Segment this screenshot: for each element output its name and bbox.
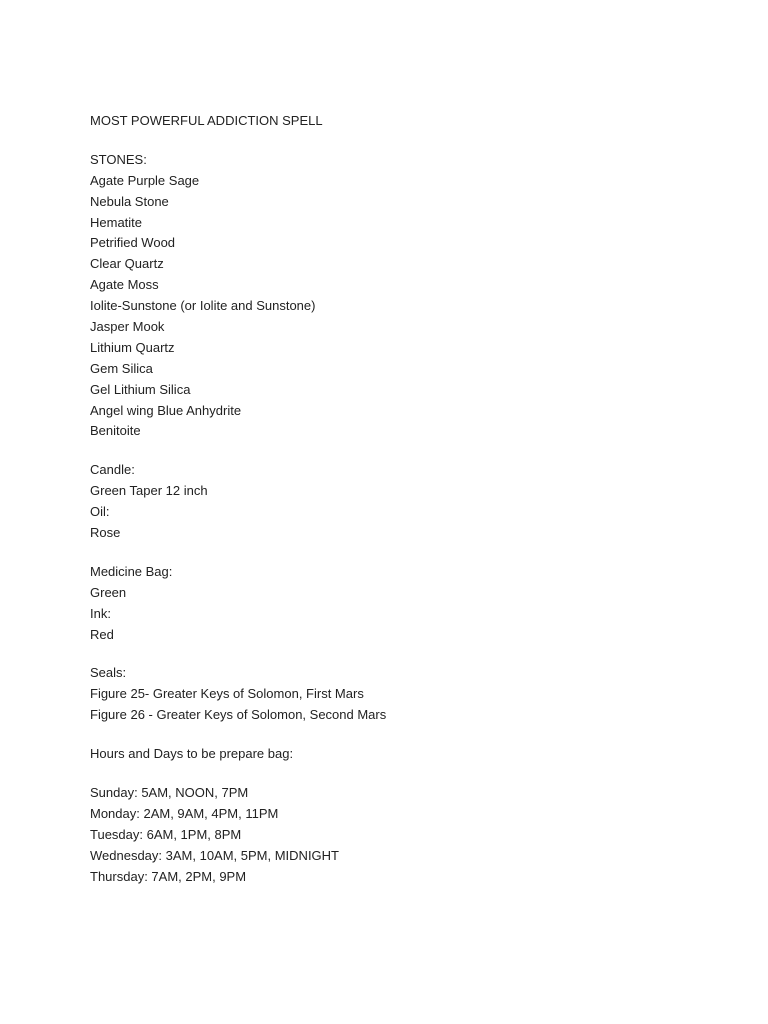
oil-value: Rose	[90, 525, 121, 541]
document-title: MOST POWERFUL ADDICTION SPELL	[90, 113, 323, 128]
document-page	[90, 111, 730, 888]
candle-heading: Candle:	[90, 462, 135, 478]
seal-item: Figure 25- Greater Keys of Solomon, First Mars	[90, 686, 364, 702]
oil-heading: Oil:	[90, 504, 110, 520]
stone-item: Petrified Wood	[90, 235, 176, 251]
stone-item: Clear Quartz	[90, 256, 164, 272]
stone-item: Agate Moss	[90, 277, 159, 293]
stone-item: Lithium Quartz	[90, 339, 175, 355]
stones-heading: STONES:	[90, 151, 147, 167]
medicine-bag-value: Green	[90, 584, 127, 600]
stone-item: Benitoite	[90, 423, 141, 439]
stone-item: Gel Lithium Silica	[90, 381, 191, 397]
candle-value: Green Taper 12 inch	[90, 483, 208, 499]
spacer	[90, 645, 730, 663]
spacer	[90, 442, 730, 460]
spacer	[90, 765, 730, 783]
stone-item: Hematite	[90, 214, 143, 230]
stone-item: Agate Purple Sage	[90, 172, 200, 188]
stone-item: Gem Silica	[90, 360, 153, 376]
hours-list	[90, 783, 730, 887]
spacer	[90, 726, 730, 744]
spacer	[90, 544, 730, 562]
ink-value: Red	[90, 626, 114, 642]
hours-item: Wednesday: 3AM, 10AM, 5PM, MIDNIGHT	[90, 847, 339, 863]
stone-item: Iolite-Sunstone (or Iolite and Sunstone)	[90, 298, 316, 314]
ink-heading: Ink:	[90, 605, 111, 621]
seals-heading: Seals:	[90, 665, 127, 681]
stone-item: Nebula Stone	[90, 193, 169, 209]
hours-heading: Hours and Days to be prepare bag:	[90, 746, 294, 762]
spacer	[90, 132, 730, 150]
stone-item: Angel wing Blue Anhydrite	[90, 402, 242, 418]
hours-item: Sunday: 5AM, NOON, 7PM	[90, 785, 249, 801]
hours-item: Monday: 2AM, 9AM, 4PM, 11PM	[90, 805, 279, 821]
medicine-bag-heading: Medicine Bag:	[90, 563, 173, 579]
seal-item: Figure 26 - Greater Keys of Solomon, Second Mars	[90, 707, 387, 723]
stone-item: Jasper Mook	[90, 319, 165, 335]
hours-item: Tuesday: 6AM, 1PM, 8PM	[90, 826, 242, 842]
hours-item: Thursday: 7AM, 2PM, 9PM	[90, 868, 247, 884]
stones-list	[90, 171, 730, 443]
